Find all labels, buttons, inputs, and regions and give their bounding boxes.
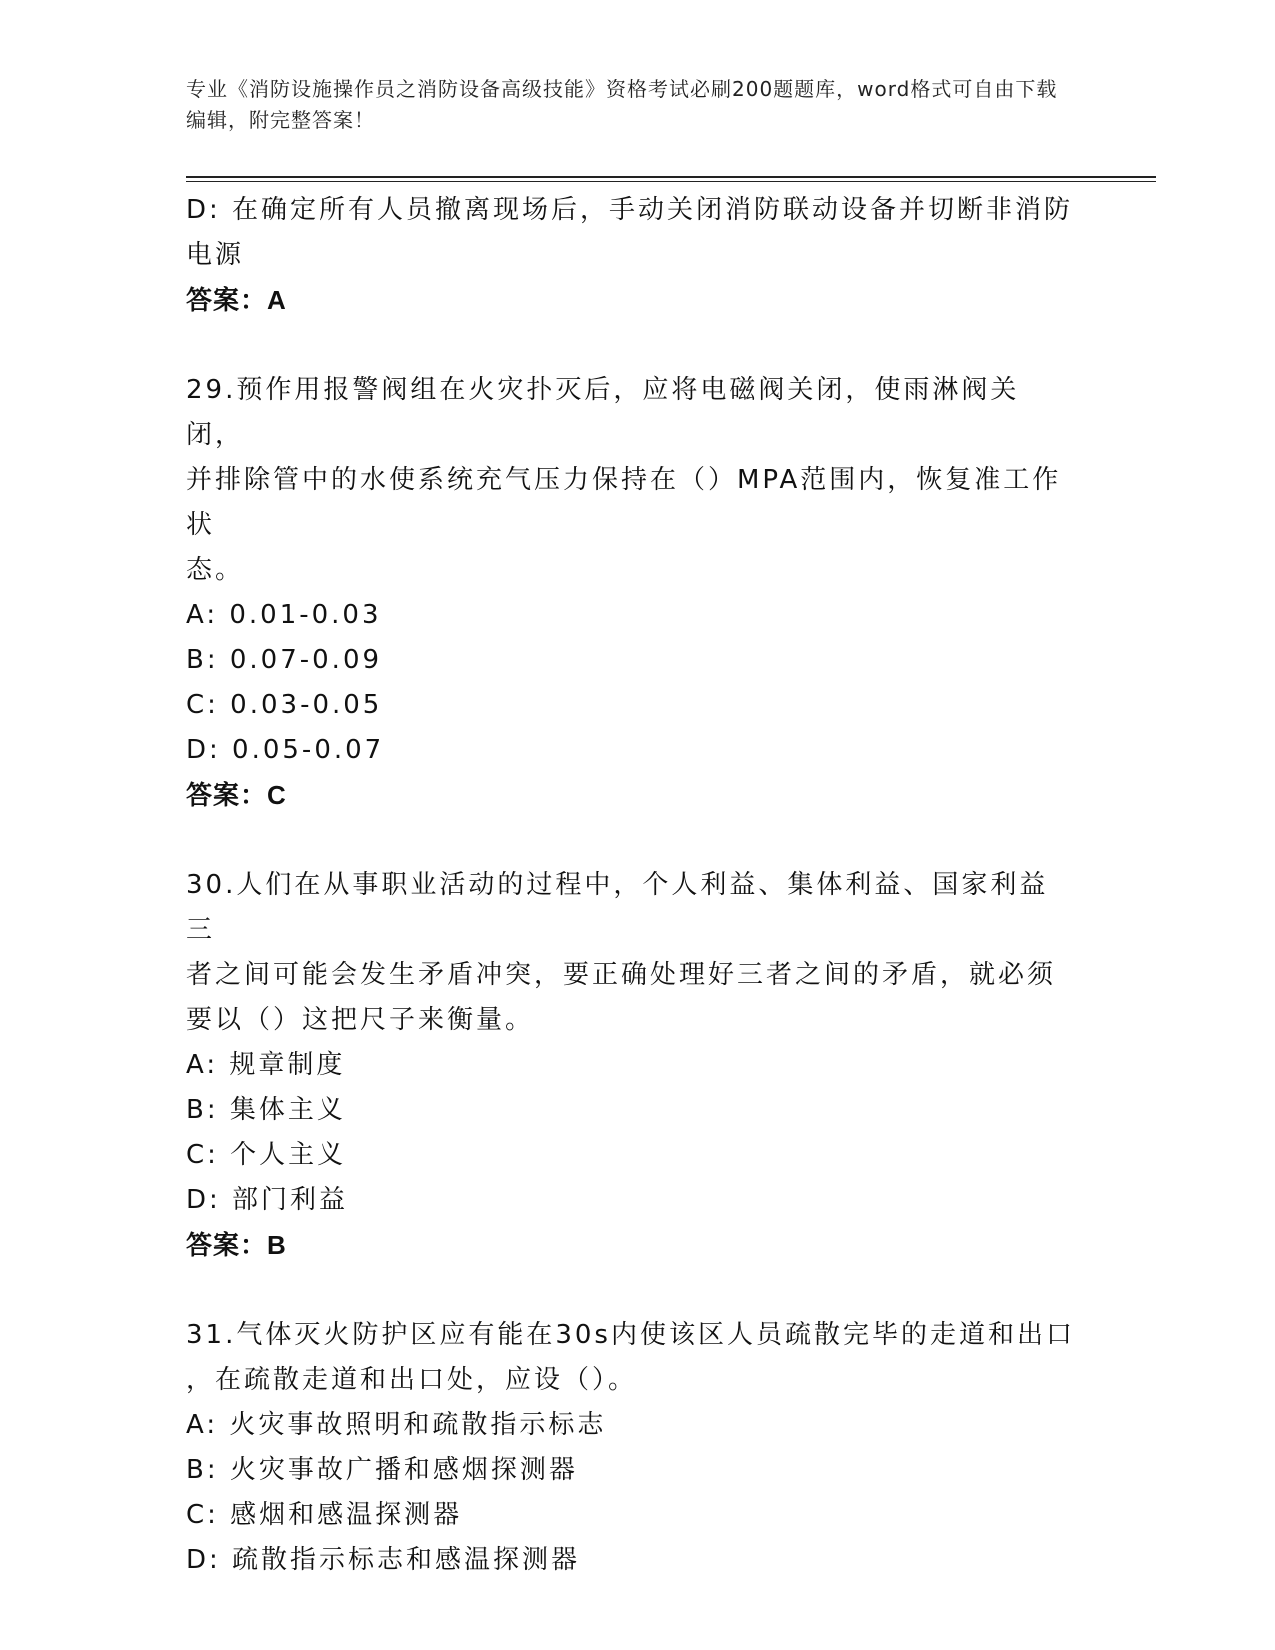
option-d: D: 疏散指示标志和感温探测器 — [186, 1545, 581, 1575]
question-text-line: 态。 — [186, 555, 245, 585]
header-divider — [186, 176, 1156, 178]
option-c: C: 感烟和感温探测器 — [186, 1500, 463, 1530]
question-text-line: 29.预作用报警阀组在火灾扑灭后，应将电磁阀关闭，使雨淋阀关闭， — [186, 375, 1020, 450]
question-text-line: 要以（）这把尺子来衡量。 — [186, 1005, 535, 1035]
option-list — [186, 593, 1076, 773]
option-list — [186, 1043, 1076, 1223]
option-c: C: 0.03-0.05 — [186, 690, 383, 720]
question-text-line: 并排除管中的水使系统充气压力保持在（）MPA范围内，恢复准工作状 — [186, 465, 1062, 540]
answer-28: 答案：A — [186, 285, 287, 315]
option-b: B: 集体主义 — [186, 1095, 346, 1125]
option-b: B: 火灾事故广播和感烟探测器 — [186, 1455, 578, 1485]
question-31 — [186, 1313, 1076, 1583]
spacer — [186, 323, 1076, 368]
option-b: B: 0.07-0.09 — [186, 645, 383, 675]
spacer — [186, 1268, 1076, 1313]
option-c: C: 个人主义 — [186, 1140, 347, 1170]
question-text-line: 31.气体灭火防护区应有能在30s内使该区人员疏散完毕的走道和出口 — [186, 1320, 1075, 1350]
question-text-line: 者之间可能会发生矛盾冲突，要正确处理好三者之间的矛盾，就必须 — [186, 960, 1057, 990]
option-d-line2: 电源 — [186, 240, 245, 270]
answer-30: 答案：B — [186, 1230, 287, 1260]
question-text-line: 30.人们在从事职业活动的过程中，个人利益、集体利益、国家利益三 — [186, 870, 1049, 945]
option-d-line1: D: 在确定所有人员撤离现场后，手动关闭消防联动设备并切断非消防 — [186, 195, 1074, 225]
document-body — [186, 188, 1076, 1583]
option-a: A: 0.01-0.03 — [186, 600, 382, 630]
option-d: D: 部门利益 — [186, 1185, 349, 1215]
header-divider-thin — [186, 181, 1156, 182]
header-text: 专业《消防设施操作员之消防设备高级技能》资格考试必刷200题题库，word格式可自由下载编辑，附完整答案！ — [186, 77, 1058, 132]
question-text-line: ，在疏散走道和出口处，应设（）。 — [186, 1365, 638, 1395]
option-list — [186, 1403, 1076, 1583]
option-d: D: 0.05-0.07 — [186, 735, 385, 765]
question-29 — [186, 368, 1076, 818]
question-28-tail — [186, 188, 1076, 323]
spacer — [186, 818, 1076, 863]
question-30 — [186, 863, 1076, 1268]
option-a: A: 火灾事故照明和疏散指示标志 — [186, 1410, 607, 1440]
answer-29: 答案：C — [186, 780, 287, 810]
document-header — [186, 74, 1066, 136]
option-a: A: 规章制度 — [186, 1050, 346, 1080]
